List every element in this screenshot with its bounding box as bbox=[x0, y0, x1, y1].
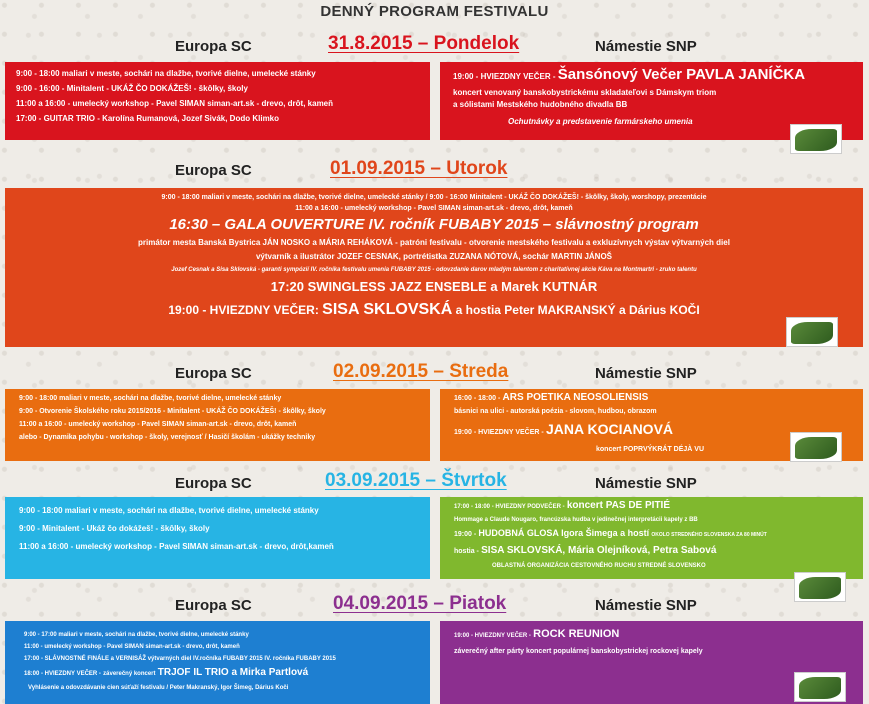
program-line: koncert venovaný banskobystrickému skladateľovi s Dámskym triom bbox=[453, 88, 717, 97]
program-line: 9:00 - Otvorenie Školského roku 2015/2016 - Minitalent - UKÁŽ ČO DOKÁŽEŠ! - škôlky, školy bbox=[19, 408, 326, 415]
event-time: 19:00 - HVIEZDNY VEČER: bbox=[168, 303, 319, 317]
venue-right: Námestie SNP bbox=[595, 38, 697, 55]
program-line: 9:00 - 18:00 maliari v meste, sochári na dlažbe, tvorivé dielne, umelecké stánky bbox=[19, 395, 282, 402]
event-headliner: JANA KOCIANOVÁ bbox=[545, 421, 674, 437]
event-note: OKOLO STREDNÉHO SLOVENSKA ZA 80 MINÚT bbox=[651, 532, 767, 538]
event-headliner: ARS POETIKA NEOSOLIENSIS bbox=[502, 392, 649, 403]
event-guests: a hostia Peter MAKRANSKÝ a Dárius KOČI bbox=[455, 303, 700, 317]
event-headliner: TRJOF IL TRIO a Mirka Partlová bbox=[157, 667, 309, 678]
gala-headline: 16:30 – GALA OUVERTURE IV. ročník FUBABY 2015 – slávnostný program bbox=[169, 216, 699, 233]
venue-left: Europa SC bbox=[175, 365, 252, 382]
program-line: 17:00 - GUITAR TRIO - Karolína Rumanová, Jozef Sivák, Dodo Klimko bbox=[16, 114, 280, 123]
venue-left: Europa SC bbox=[175, 597, 252, 614]
program-line: Vyhlásenie a odovzdávanie cien súťaží festivalu / Peter Makranský, Igor Šimeg, Dárius Koči bbox=[28, 685, 289, 691]
program-line: 9:00 - 16:00 - Minitalent - UKÁŽ ČO DOKÁŽEŠ! - škôlky, školy bbox=[16, 84, 248, 93]
event-time: 19:00 - HVIEZDNY VEČER - bbox=[453, 72, 556, 81]
program-line: Hommage a Claude Nougaro, francúzska hudba v jedinečnej interpretácii kapely z BB bbox=[454, 517, 698, 523]
program-line: 9:00 - 17:00 maliari v meste, sochári na dlažbe, tvorivé dielne, umelecké stánky bbox=[24, 632, 249, 638]
program-line: 17:00 - SLÁVNOSTNÉ FINÁLE a VERNISÁŽ výtvarných diel IV.ročníka FUBABY 2015 IV. ročníka FUBABY 2015 bbox=[24, 656, 336, 662]
event-note: Ochutnávky a predstavenie farmárskeho umenia bbox=[508, 117, 693, 126]
day-program-right bbox=[440, 497, 863, 579]
program-line: 11:00 a 16:00 - umelecký workshop - Pavel SIMAN siman-art.sk - drevo, drôt, kameň bbox=[295, 205, 573, 212]
festival-stamp-image bbox=[790, 432, 842, 462]
event-time: 17:00 - 18:00 - HVIEZDNY PODVEČER - bbox=[454, 504, 565, 510]
event-headliner: ROCK REUNION bbox=[533, 628, 620, 640]
event-headliner: HUDOBNÁ GLOSA Igora Šimega a hostí bbox=[478, 528, 650, 538]
day-date: 02.09.2015 – Streda bbox=[333, 361, 509, 382]
program-line: básnici na ulici - autorská poézia - slovom, hudbou, obrazom bbox=[454, 408, 657, 415]
venue-left: Europa SC bbox=[175, 38, 252, 55]
venue-left: Europa SC bbox=[175, 475, 252, 492]
program-line: alebo - Dynamika pohybu - workshop - školy, verejnosť / Hasičí školám - ukážky techniky bbox=[19, 434, 316, 441]
event-time: 19:00 - bbox=[454, 531, 477, 538]
venue-right: Námestie SNP bbox=[595, 365, 697, 382]
festival-stamp-image bbox=[786, 317, 838, 347]
festival-stamp-image bbox=[790, 124, 842, 154]
program-line: a sólistami Mestského hudobného divadla BB bbox=[453, 100, 628, 109]
program-line: 11:00 - umelecký workshop - Pavel SIMAN siman-art.sk - drevo, drôt, kameň bbox=[24, 644, 240, 650]
program-line: OBLASTNÁ ORGANIZÁCIA CESTOVNÉHO RUCHU STREDNÉ SLOVENSKO bbox=[492, 563, 706, 569]
day-program-left bbox=[5, 497, 430, 579]
program-line: 9:00 - 18:00 maliari v meste, sochári na dlažbe, tvorivé dielne, umelecké stánky bbox=[19, 506, 319, 515]
venue-right: Námestie SNP bbox=[595, 475, 697, 492]
day-date: 03.09.2015 – Štvrtok bbox=[325, 470, 507, 491]
day-program-full bbox=[5, 188, 863, 347]
day-program-left bbox=[5, 621, 430, 704]
festival-stamp-image bbox=[794, 572, 846, 602]
venue-right: Námestie SNP bbox=[595, 597, 697, 614]
venue-left: Europa SC bbox=[175, 162, 252, 179]
event-time: 19:00 - HVIEZDNY VEČER - bbox=[454, 429, 544, 436]
event-time: 19:00 - HVIEZDNY VEČER - bbox=[454, 633, 531, 639]
event-label: hostia - bbox=[454, 548, 479, 555]
program-line: záverečný after párty koncert populárnej banskobystrickej rockovej kapely bbox=[454, 648, 703, 655]
program-line: 9:00 - 18:00 maliari v meste, sochári na dlažbe, tvorivé dielne, umelecké stánky bbox=[16, 69, 316, 78]
program-line: 11:00 a 16:00 - umelecký workshop - Pavel SIMAN siman-art.sk - drevo, drôt, kameň bbox=[19, 421, 297, 428]
program-line: primátor mesta Banská Bystrica JÁN NOSKO a MÁRIA REHÁKOVÁ - patróni festivalu - otvorenie mestského festivalu a exkluzívnych výstav výtvarných diel bbox=[138, 238, 730, 247]
day-program-left bbox=[5, 62, 430, 140]
day-date: 01.09.2015 – Utorok bbox=[330, 158, 508, 179]
program-line: 9:00 - Minitalent - Ukáž čo dokážeš! - škôlky, školy bbox=[19, 524, 210, 533]
jazz-headline: 17:20 SWINGLESS JAZZ ENSEBLE a Marek KUTNÁR bbox=[270, 279, 598, 294]
program-line: Jozef Cesnak a Sisa Sklovská - garanti sympózií IV. ročníka festivalu umenia FUBABY 2015 - odovzdanie darov mladým talentom z charitatívnej akcie Káva na Montmartri - zruko talentu bbox=[171, 267, 697, 273]
event-subtitle: koncert POPRVÝKRÁT DÉJÀ VU bbox=[596, 446, 705, 453]
day-program-left bbox=[5, 389, 430, 461]
event-label: záverečný koncert bbox=[103, 671, 156, 677]
program-line: 9:00 - 18:00 maliari v meste, sochári na dlažbe, tvorivé dielne, umelecké stánky / 9:00 - 16:00 Minitalent - UKÁŽ ČO DOKÁŽEŠ! - škôlky, školy, worshopy, prezentácie bbox=[161, 194, 707, 201]
program-line: 11:00 a 16:00 - umelecký workshop - Pavel SIMAN siman-art.sk - drevo, drôt,kameň bbox=[19, 542, 334, 551]
page-title: DENNÝ PROGRAM FESTIVALU bbox=[320, 3, 549, 20]
event-headliner: SISA SKLOVSKÁ bbox=[322, 301, 453, 318]
event-headliner: Šansónový Večer PAVLA JANÍČKA bbox=[557, 66, 806, 83]
event-headliner: koncert PAS DE PITIÉ bbox=[566, 500, 671, 511]
festival-stamp-image bbox=[794, 672, 846, 702]
event-guests: SISA SKLOVSKÁ, Mária Olejníková, Petra Sabová bbox=[481, 545, 717, 556]
event-time: 16:00 - 18:00 - bbox=[454, 395, 501, 402]
program-line: 11:00 a 16:00 - umelecký workshop - Pavel SIMAN siman-art.sk - drevo, drôt, kameň bbox=[16, 99, 334, 108]
program-line: výtvarník a ilustrátor JOZEF CESNAK, portrétistka ZUZANA NÓTOVÁ, sochár MARTIN JÁNOŠ bbox=[255, 252, 613, 261]
day-date: 31.8.2015 – Pondelok bbox=[328, 33, 520, 54]
day-date: 04.09.2015 – Piatok bbox=[333, 593, 507, 614]
event-time: 18:00 - HVIEZDNY VEČER - bbox=[24, 671, 101, 677]
